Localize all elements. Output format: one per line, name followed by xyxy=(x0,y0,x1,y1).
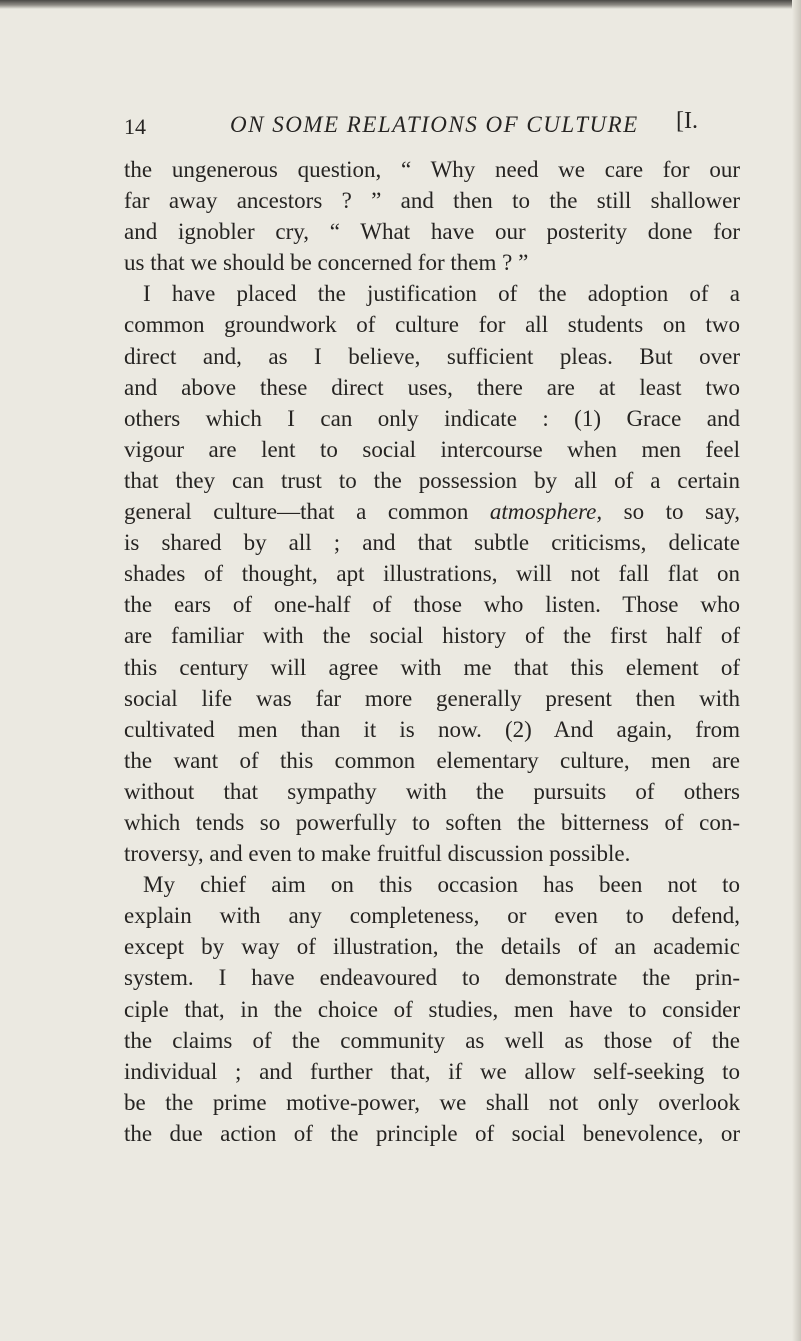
text-line: ciple that, in the choice of studies, men have to consider xyxy=(124,996,740,1022)
text-line: except by way of illustration, the details of an academic xyxy=(124,934,740,960)
text-line: are familiar with the social history of the first half of xyxy=(124,623,740,649)
text-line: explain with any completeness, or even to defend, xyxy=(124,903,740,929)
text-line: without that sympathy with the pursuits of others xyxy=(124,778,740,804)
text-line: shades of thought, apt illustrations, will not fall flat on xyxy=(124,561,740,587)
paragraph-start-line: My chief aim on this occasion has been not to xyxy=(143,872,740,898)
text-line: this century will agree with me that this element of xyxy=(124,654,740,680)
text-line: is shared by all ; and that subtle criticisms, delicate xyxy=(124,530,740,556)
scan-top-edge xyxy=(0,0,801,9)
text-line: and above these direct uses, there are at least two xyxy=(124,374,740,400)
text-line: the ears of one-half of those who listen. Those who xyxy=(124,592,740,618)
text-line: which tends so powerfully to soften the bitterness of con- xyxy=(124,809,740,835)
body-text xyxy=(124,154,740,1149)
page-number: 14 xyxy=(124,114,146,139)
text-line: the claims of the community as well as those of the xyxy=(124,1027,740,1053)
text-line: common groundwork of culture for all students on two xyxy=(124,312,740,338)
text-line-with-italic xyxy=(124,496,740,527)
line-part: general culture—that a common xyxy=(124,499,469,525)
section-mark: [I. xyxy=(676,108,698,134)
text-line: social life was far more generally present then with xyxy=(124,685,740,711)
text-line: system. I have endeavoured to demonstrate the prin- xyxy=(124,965,740,991)
text-line: the ungenerous question, “ Why need we care for our xyxy=(124,157,740,182)
text-line: be the prime motive-power, we shall not only overlook xyxy=(124,1089,740,1115)
text-line: direct and, as I believe, sufficient pleas. But over xyxy=(124,343,740,369)
text-line: the want of this common elementary culture, men are xyxy=(124,747,740,773)
running-header xyxy=(124,108,754,142)
italic-word: atmosphere, xyxy=(489,499,603,525)
line-part: so to say, xyxy=(623,499,741,525)
text-line: that they can trust to the possession by all of a certain xyxy=(124,467,740,493)
text-line: us that we should be concerned for them ? ” xyxy=(124,250,529,276)
text-line: far away ancestors ? ” and then to the still shallower xyxy=(124,188,740,214)
text-line: cultivated men than it is now. (2) And again, from xyxy=(124,716,740,742)
scan-right-edge xyxy=(792,0,801,1341)
text-line: vigour are lent to social intercourse when men feel xyxy=(124,436,740,462)
text-line: others which I can only indicate : (1) Grace and xyxy=(124,405,740,431)
text-line: individual ; and further that, if we allow self-seeking to xyxy=(124,1058,740,1084)
text-line: and ignobler cry, “ What have our posterity done for xyxy=(124,219,740,245)
text-line: troversy, and even to make fruitful discussion possible. xyxy=(124,841,631,867)
running-title: ON SOME RELATIONS OF CULTURE xyxy=(230,112,639,137)
text-line: the due action of the principle of social benevolence, or xyxy=(124,1120,740,1146)
paragraph-start-line: I have placed the justification of the adoption of a xyxy=(143,281,740,307)
